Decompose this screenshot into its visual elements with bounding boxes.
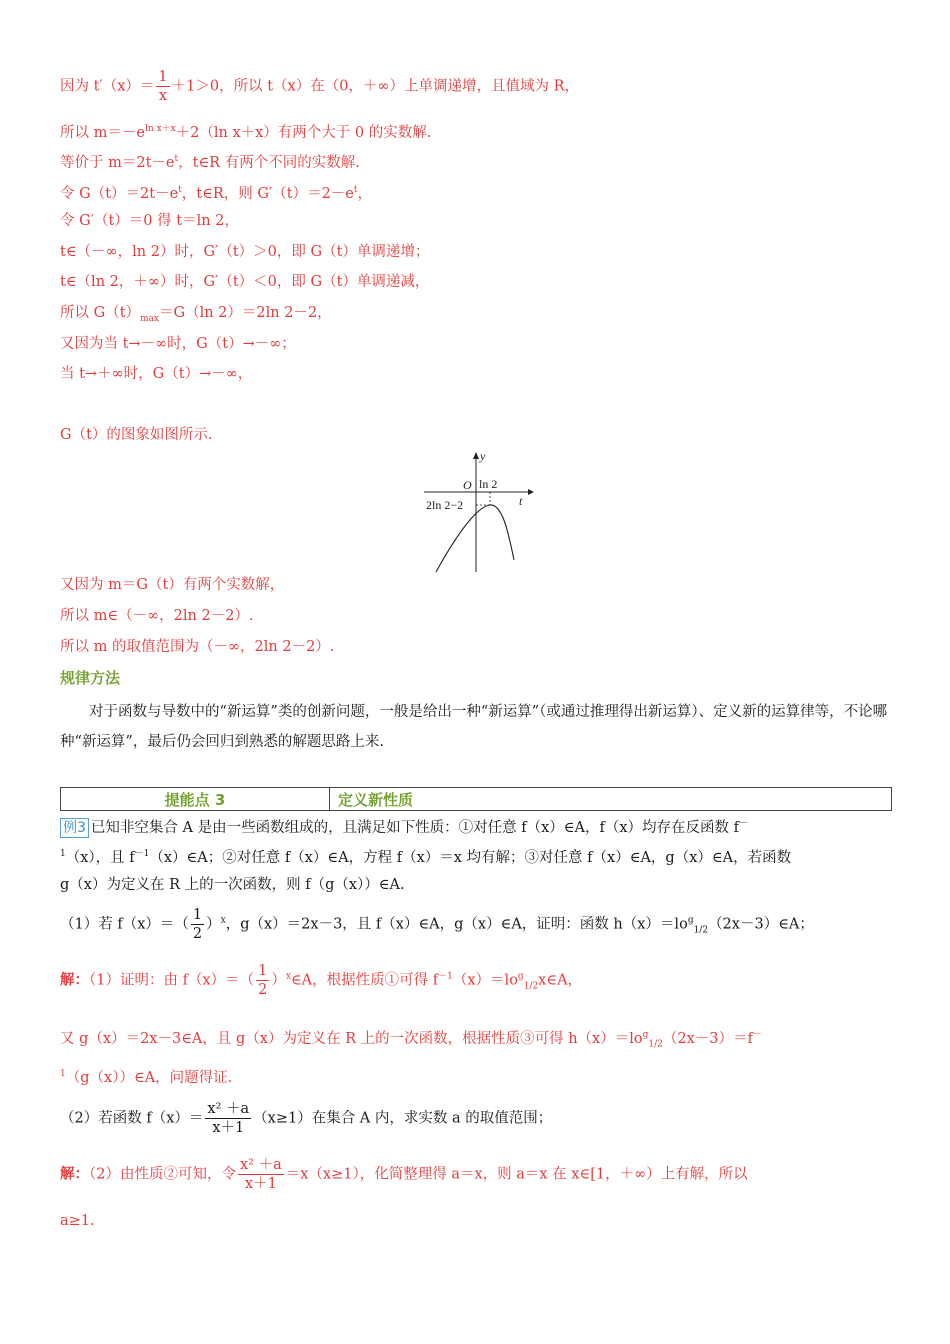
max-value-label: 2ln 2−2	[426, 498, 464, 512]
superscript: x	[220, 915, 226, 926]
y-axis-arrow	[473, 452, 479, 459]
solution-line-10: 当 t→＋∞时，G（t）→－∞，	[60, 366, 253, 382]
function-graph	[418, 450, 538, 575]
example-text: （x）∈A；②对任意 f（x）∈A，方程 f（x）＝x 均有解；③对任意 f（x）∈A，g（x）∈A，若函数	[149, 849, 792, 866]
solution-2-end: a≥1.	[60, 1213, 95, 1229]
superscript: g	[687, 915, 694, 926]
subscript: 1/2	[693, 925, 709, 936]
line-text: ＋1＞0，所以 t（x）在（0，＋∞）上单调递增，且值域为 R，	[171, 78, 580, 95]
question-text: （x≥1）在集合 A 内，求实数 a 的取值范围；	[253, 1110, 553, 1127]
solution-line-13: 所以 m∈（－∞，2ln 2－2）.	[60, 608, 254, 624]
subscript: max	[140, 313, 160, 324]
question-text: ）	[206, 916, 221, 933]
t-axis-arrow	[528, 489, 534, 495]
example-line-2	[60, 843, 892, 869]
superscript: ln x＋x	[144, 124, 176, 134]
table-cell-point	[61, 788, 330, 810]
line-text: ，	[357, 185, 373, 202]
solution-line-5: 令 G′（t）＝0 得 t＝ln 2，	[60, 213, 239, 229]
line-text: ，t∈R，则 G′（t）＝2－e	[181, 185, 354, 202]
example-badge: 例3	[60, 818, 89, 838]
ln2-label: ln 2	[479, 477, 498, 491]
solution-1-end	[60, 1063, 892, 1089]
solution-line-11: G（t）的图象如图所示.	[60, 427, 213, 443]
superscript: t	[174, 154, 179, 164]
question-text: ，g（x）＝2x－3，且 f（x）∈A，g（x）∈A，证明：函数 h（x）＝lo	[225, 916, 688, 933]
superscript: －	[752, 1030, 762, 1040]
table-cell-label: 提能点 3	[164, 790, 226, 809]
subscript: 1/2	[523, 981, 539, 992]
solution-line-2	[60, 118, 892, 144]
solution-line-12: 又因为 m＝G（t）有两个实数解，	[60, 577, 285, 593]
fraction-numerator: 1	[158, 69, 168, 85]
solution-line-3	[60, 148, 892, 174]
solution-text: （2）由性质②可知，令	[89, 1166, 236, 1183]
solution-line-4	[60, 179, 892, 205]
fraction-numerator: x² ＋a	[207, 1101, 250, 1117]
subscript: 1/2	[648, 1039, 663, 1050]
t-label: t	[519, 494, 523, 508]
line-text: ＋2（ln x＋x）有两个大于 0 的实数解.	[175, 124, 432, 141]
superscript: t	[353, 185, 358, 195]
fraction-denominator: x＋1	[244, 1176, 277, 1192]
solution-text: 又 g（x）＝2x－3∈A，且 g（x）为定义在 R 上的一次函数，根据性质③可得 h（x）＝lo	[60, 1030, 643, 1047]
superscript: －1	[134, 849, 150, 859]
line-text: 因为 t′（x）＝	[60, 78, 155, 95]
solution-text: （x）＝lo	[452, 972, 518, 989]
method-title: 规律方法	[60, 669, 121, 687]
line-text: ，t∈R 有两个不同的实数解.	[178, 154, 360, 171]
question-1	[60, 906, 892, 943]
solution-line-9: 又因为当 t→－∞时，G（t）→－∞；	[60, 336, 296, 352]
fraction	[238, 1156, 284, 1193]
solution-text: （g（x））∈A，问题得证.	[65, 1069, 233, 1086]
solution-2	[60, 1156, 892, 1193]
method-paragraph: 对于函数与导数中的“新运算”类的创新问题，一般是给出一种“新运算”（或通过推理得出新运算）、定义新的运算律等，不论哪种“新运算”，最后仍会回归到熟悉的解题思路上来.	[60, 704, 888, 750]
superscript: g	[517, 971, 524, 982]
fraction-denominator: 2	[192, 926, 203, 942]
question-text: （2x－3）∈A；	[708, 916, 814, 933]
line-text: 等价于 m＝2t－e	[60, 154, 175, 171]
solution-text: ∈A，根据性质①可得 f	[290, 972, 439, 989]
fraction-denominator: x＋1	[212, 1120, 245, 1136]
y-label: y	[480, 450, 486, 463]
solution-lead: 解：	[60, 971, 89, 989]
table-cell-label: 定义新性质	[338, 790, 414, 809]
example-line-3: g（x）为定义在 R 上的一次函数，则 f（g（x））∈A.	[60, 877, 405, 893]
fraction	[205, 1100, 251, 1137]
solution-text: （2x－3）＝f	[662, 1030, 753, 1047]
superscript: －	[739, 819, 749, 829]
origin-label: O	[463, 478, 472, 492]
fraction	[156, 68, 169, 105]
superscript: 1	[60, 849, 66, 859]
question-2	[60, 1100, 892, 1137]
superscript: t	[178, 185, 182, 195]
solution-text: （1）证明：由 f（x）＝（	[89, 972, 255, 989]
line-text: 所以 G（t）	[60, 305, 141, 321]
section-table	[60, 787, 892, 811]
solution-text: x∈A，	[538, 972, 583, 989]
example-text: （x），且 f	[65, 849, 135, 866]
question-text: （2）若函数 f（x）＝	[60, 1110, 204, 1127]
solution-line-7: t∈（ln 2，＋∞）时，G′（t）＜0，即 G（t）单调递减，	[60, 274, 430, 290]
solution-line-14: 所以 m 的取值范围为（－∞，2ln 2－2）.	[60, 639, 335, 655]
line-text: ＝G（ln 2）＝2ln 2－2，	[159, 305, 332, 321]
solution-text: ＝x（x≥1），化简整理得 a＝x，则 a＝x 在 x∈[1，＋∞）上有解，所以	[285, 1166, 748, 1183]
superscript: x	[285, 971, 291, 982]
solution-line-6: t∈（－∞，ln 2）时，G′（t）＞0，即 G（t）单调递增；	[60, 244, 430, 260]
fraction	[191, 906, 204, 943]
fraction-numerator: 1	[258, 963, 268, 979]
line-text: 所以 m＝－e	[60, 124, 145, 141]
table-cell-topic	[330, 788, 891, 810]
solution-1	[60, 962, 892, 999]
fraction	[256, 962, 269, 999]
solution-line-8	[60, 302, 892, 330]
superscript: 1	[60, 1069, 66, 1079]
superscript: g	[642, 1030, 649, 1040]
curve-G	[436, 505, 514, 572]
fraction-numerator: x² ＋a	[239, 1157, 282, 1173]
example-text: 已知非空集合 A 是由一些函数组成的，且满足如下性质：①对任意 f（x）∈A，f（x）均存在反函数 f	[90, 819, 739, 836]
fraction-numerator: 1	[192, 907, 203, 923]
question-text: （1）若 f（x）＝（	[60, 916, 189, 933]
example-line-1	[60, 813, 892, 839]
solution-line-1	[60, 68, 892, 105]
solution-1-continued	[60, 1024, 892, 1056]
superscript: －1	[438, 971, 453, 982]
fraction-denominator: x	[158, 88, 168, 104]
solution-text: ）	[271, 972, 286, 989]
line-text: 令 G（t）＝2t－e	[60, 185, 179, 202]
solution-lead: 解：	[60, 1165, 89, 1183]
fraction-denominator: 2	[258, 982, 268, 998]
